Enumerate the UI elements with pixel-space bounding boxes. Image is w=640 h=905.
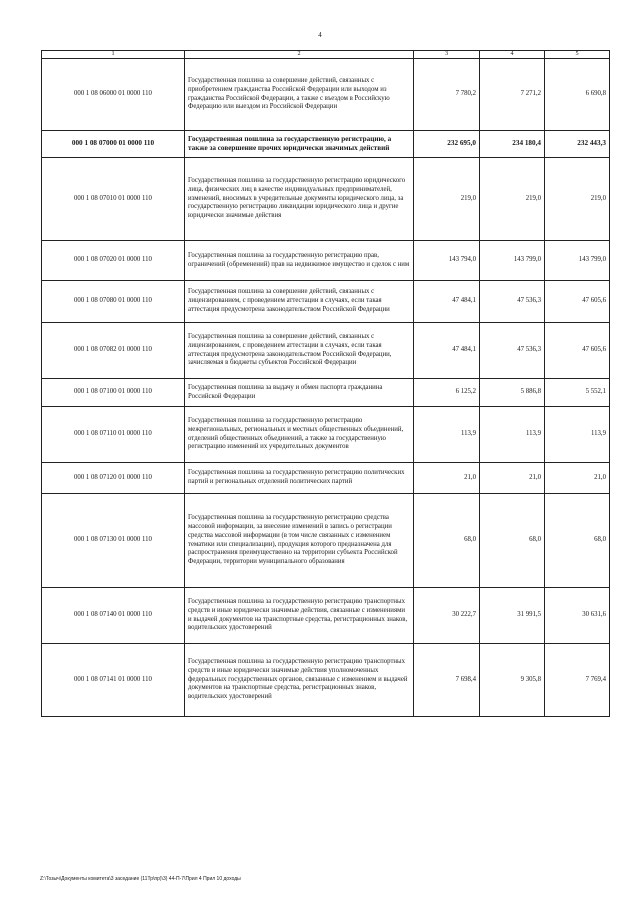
- row-value-col3: 6 125,2: [414, 379, 480, 407]
- row-value-col3: 47 484,1: [414, 281, 480, 323]
- row-name: Государственная пошлина за совершение действий, связанных с лицензированием, с проведением аттестации в случаях, если такая аттестация предусмотрена законодательством Российской Федерации, зачисляемая в бюджеты субъектов Российской Федерации: [185, 323, 414, 379]
- row-value-col4: 68,0: [480, 494, 545, 588]
- row-code: 000 1 08 07110 01 0000 110: [42, 407, 185, 463]
- row-value-col4: 47 536,3: [480, 281, 545, 323]
- row-code: 000 1 08 07000 01 0000 110: [42, 131, 185, 158]
- row-value-col3: 232 695,0: [414, 131, 480, 158]
- row-name: Государственная пошлина за государственную регистрацию межрегиональных, региональных и местных общественных объединений, отделений общественных объединений, а также за государственную регистрацию изменений их учредительных документов: [185, 407, 414, 463]
- table-row: [42, 241, 610, 281]
- row-value-col5: 113,9: [545, 407, 610, 463]
- row-value-col3: 47 484,1: [414, 323, 480, 379]
- row-value-col5: 232 443,3: [545, 131, 610, 158]
- row-code: 000 1 08 07100 01 0000 110: [42, 379, 185, 407]
- row-value-col3: 219,0: [414, 158, 480, 241]
- row-name: Государственная пошлина за государственную регистрацию прав, ограничений (обременений) прав на недвижимое имущество и сделок с ним: [185, 241, 414, 281]
- row-value-col3: 30 222,7: [414, 588, 480, 644]
- row-value-col3: 7 780,2: [414, 59, 480, 131]
- row-name: Государственная пошлина за государственную регистрацию средства массовой информации, за внесение изменений в запись о регистрации средства массовой информации (в том числе связанных с изменением тематики или специализации), продукция которого предназначена для распространения преимущественно на территории субъекта Российской Федерации, территории муниципального образования: [185, 494, 414, 588]
- row-value-col5: 143 799,0: [545, 241, 610, 281]
- row-code: 000 1 08 07082 01 0000 110: [42, 323, 185, 379]
- table-row: [42, 158, 610, 241]
- revenue-table: [41, 50, 610, 717]
- row-value-col5: 47 605,6: [545, 323, 610, 379]
- table-row: [42, 494, 610, 588]
- row-code: 000 1 08 07130 01 0000 110: [42, 494, 185, 588]
- row-value-col3: 21,0: [414, 463, 480, 494]
- table-row: [42, 588, 610, 644]
- column-number: 4: [480, 51, 545, 59]
- column-number: 5: [545, 51, 610, 59]
- table-row: [42, 323, 610, 379]
- row-value-col3: 113,9: [414, 407, 480, 463]
- row-value-col4: 47 536,3: [480, 323, 545, 379]
- table-row: [42, 379, 610, 407]
- row-name: Государственная пошлина за государственную регистрацию транспортных средств и иные юридически значимые действия, связанные с изменениями и выдачей документов на транспортные средства, регистрационных знаков, водительских удостоверений: [185, 588, 414, 644]
- row-code: 000 1 08 07010 01 0000 110: [42, 158, 185, 241]
- file-path-footer: Z:\Тозыч\Документы комитета\3 заседание (11Тр\пр)\3) 44-П-7\Прил 4 Прил 10 доходы: [40, 876, 241, 882]
- row-value-col5: 219,0: [545, 158, 610, 241]
- table-row: [42, 281, 610, 323]
- row-value-col4: 9 305,8: [480, 644, 545, 717]
- page-number: 4: [318, 31, 322, 39]
- row-name: Государственная пошлина за совершение действий, связанных с приобретением гражданства Российской Федерации или выходом из гражданства Российской Федерации, а также с въездом в Российскую Федерацию или выездом из Российской Федерации: [185, 59, 414, 131]
- row-value-col5: 6 690,8: [545, 59, 610, 131]
- row-name: Государственная пошлина за государственную регистрацию, а также за совершение прочих юридически значимых действий: [185, 131, 414, 158]
- table-body: [42, 51, 610, 717]
- row-value-col3: 143 794,0: [414, 241, 480, 281]
- row-value-col3: 7 698,4: [414, 644, 480, 717]
- row-value-col5: 7 769,4: [545, 644, 610, 717]
- table-row: [42, 59, 610, 131]
- row-value-col4: 113,9: [480, 407, 545, 463]
- table-row: [42, 463, 610, 494]
- row-value-col5: 5 552,1: [545, 379, 610, 407]
- row-value-col4: 31 991,5: [480, 588, 545, 644]
- column-number: 1: [42, 51, 185, 59]
- row-value-col3: 68,0: [414, 494, 480, 588]
- row-value-col4: 219,0: [480, 158, 545, 241]
- row-name: Государственная пошлина за совершение действий, связанных с лицензированием, с проведением аттестации в случаях, если такая аттестация предусмотрена законодательством Российской Федерации: [185, 281, 414, 323]
- row-name: Государственная пошлина за выдачу и обмен паспорта гражданина Российской Федерации: [185, 379, 414, 407]
- row-code: 000 1 08 07141 01 0000 110: [42, 644, 185, 717]
- row-value-col4: 21,0: [480, 463, 545, 494]
- row-value-col5: 68,0: [545, 494, 610, 588]
- row-value-col4: 234 180,4: [480, 131, 545, 158]
- table-row: [42, 131, 610, 158]
- row-name: Государственная пошлина за государственную регистрацию юридического лица, физических лиц в качестве индивидуальных предпринимателей, изменений, вносимых в учредительные документы юридического лица, за государственную регистрацию ликвидации юридического лица и другие юридически значимые действия: [185, 158, 414, 241]
- row-code: 000 1 08 06000 01 0000 110: [42, 59, 185, 131]
- row-value-col5: 30 631,6: [545, 588, 610, 644]
- row-code: 000 1 08 07120 01 0000 110: [42, 463, 185, 494]
- row-code: 000 1 08 07020 01 0000 110: [42, 241, 185, 281]
- row-value-col4: 5 886,8: [480, 379, 545, 407]
- row-code: 000 1 08 07140 01 0000 110: [42, 588, 185, 644]
- column-number: 3: [414, 51, 480, 59]
- row-code: 000 1 08 07080 01 0000 110: [42, 281, 185, 323]
- table-row: [42, 407, 610, 463]
- row-name: Государственная пошлина за государственную регистрацию транспортных средств и иные юридически значимые действия уполномоченных федеральных государственных органов, связанные с изменением и выдачей документов на транспортные средства, регистрационных знаков, водительских удостоверений: [185, 644, 414, 717]
- column-number-row: [42, 51, 610, 59]
- row-name: Государственная пошлина за государственную регистрацию политических партий и региональных отделений политических партий: [185, 463, 414, 494]
- row-value-col4: 7 271,2: [480, 59, 545, 131]
- row-value-col5: 47 605,6: [545, 281, 610, 323]
- row-value-col5: 21,0: [545, 463, 610, 494]
- column-number: 2: [185, 51, 414, 59]
- table-row: [42, 644, 610, 717]
- row-value-col4: 143 799,0: [480, 241, 545, 281]
